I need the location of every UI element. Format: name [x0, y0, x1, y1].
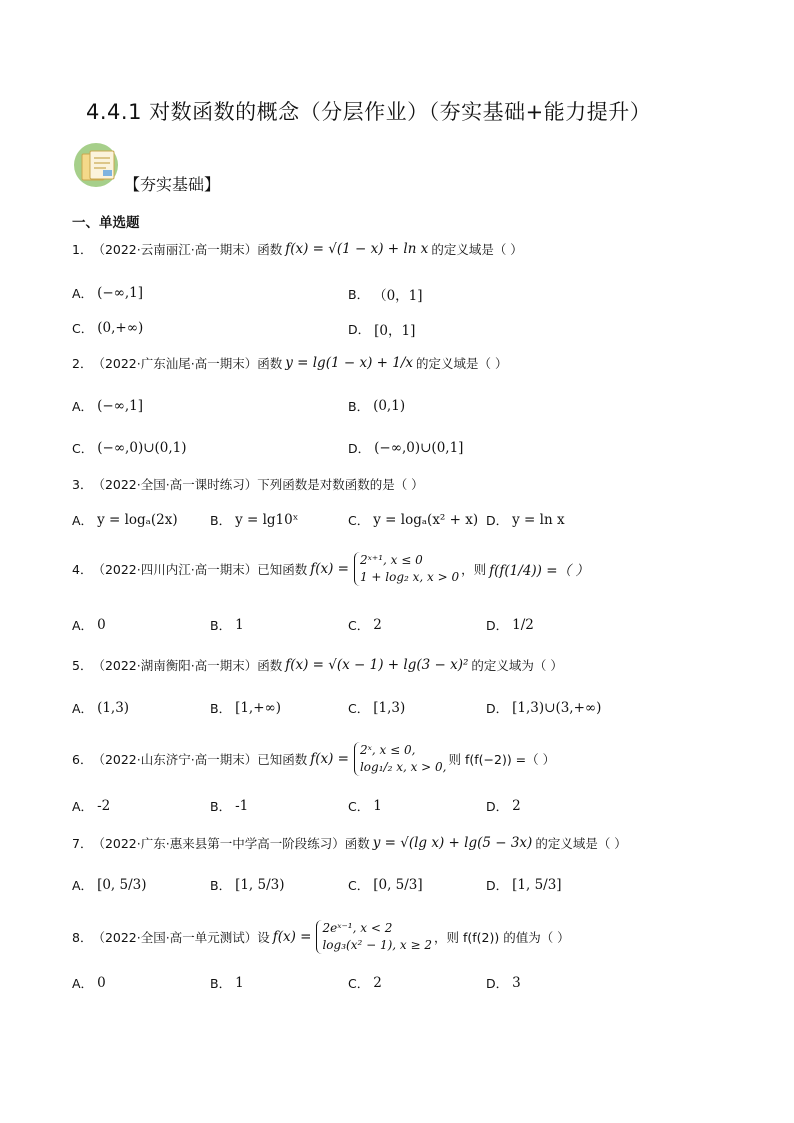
question-suffix: 则 f(f(−2)) =（ ） [448, 751, 556, 767]
piece-1: 2ˣ, x ≤ 0, [359, 743, 416, 757]
option-a: A． (−∞,1] [72, 398, 144, 414]
question-source: （2022·全国·高一课时练习）下列函数是对数函数的是（ ） [92, 477, 424, 492]
question-suffix: 的定义域是（ ） [415, 356, 508, 371]
question-1 [72, 240, 523, 258]
piece-2: log₃(x² − 1), x ≥ 2 [322, 937, 432, 952]
question-expression: f(x) = [310, 560, 349, 577]
piece-1: 2eˣ⁻¹, x < 2 [322, 921, 393, 935]
option-c: C． y = logₐ(x² + x) [348, 512, 479, 528]
option-d: D． 2 [486, 798, 521, 814]
option-d: D． [1,3)∪(3,+∞) [486, 700, 602, 716]
question-number: 3． [72, 477, 93, 492]
question-source: （2022·四川内江·高一期末）已知函数 [92, 561, 308, 577]
option-c: C． 2 [348, 617, 382, 633]
question-suffix: 的定义域是（ ） [535, 836, 627, 851]
question-7 [72, 834, 627, 852]
question-source: （2022·全国·高一单元测试）设 [92, 929, 270, 945]
option-c: C． (0,+∞) [72, 320, 144, 336]
question-source: （2022·广东·惠来县第一中学高一阶段练习）函数 [92, 836, 370, 851]
question-suffix: ，则 [461, 561, 487, 577]
question-tail: f(f(1/4)) =（ ） [489, 562, 589, 579]
question-number: 2． [72, 356, 93, 371]
question-expression: y = lg(1 − x) + 1/x [285, 355, 413, 371]
section-heading: 一、单选题 [72, 215, 140, 231]
piecewise-brace [354, 552, 459, 586]
option-d: D． [0，1] [348, 322, 416, 339]
option-a: A． y = logₐ(2x) [72, 512, 178, 528]
question-number: 1． [72, 242, 93, 257]
option-a: A． 0 [72, 975, 106, 991]
question-4 [72, 552, 592, 586]
question-number: 5． [72, 658, 93, 673]
question-expression: f(x) = [272, 928, 312, 945]
option-c: C． [0, 5/3] [348, 877, 423, 893]
question-number: 4． [72, 561, 93, 577]
page-title: 4.4.1 对数函数的概念（分层作业）（夯实基础+能力提升） [86, 100, 652, 124]
question-source: （2022·云南丽江·高一期末）函数 [92, 242, 283, 257]
option-d: D． [1, 5/3] [486, 877, 562, 893]
question-suffix: 的定义域为（ ） [471, 658, 563, 673]
question-expression: y = √(lg x) + lg(5 − 3x) [372, 835, 533, 851]
option-b: B． y = lg10ˣ [210, 512, 299, 528]
question-source: （2022·湖南衡阳·高一期末）函数 [92, 658, 283, 673]
piece-2: 1 + log₂ x, x > 0 [359, 569, 460, 584]
question-number: 7． [72, 836, 93, 851]
option-a: A． -2 [72, 798, 111, 814]
piece-2: log₁/₂ x, x > 0, [359, 759, 447, 774]
section-label: 【夯实基础】 [124, 175, 221, 194]
question-suffix: ，则 f(f(2)) 的值为（ ） [434, 929, 570, 945]
option-b: B． [1,+∞) [210, 700, 282, 716]
option-d: D． 3 [486, 975, 521, 991]
piecewise-brace [316, 920, 432, 954]
question-expression: f(x) = [310, 750, 349, 767]
question-expression: f(x) = √(1 − x) + ln x [285, 241, 429, 257]
question-2 [72, 354, 507, 372]
question-source: （2022·山东济宁·高一期末）已知函数 [92, 751, 308, 767]
question-suffix: 的定义域是（ ） [431, 242, 523, 257]
option-c: C． 1 [348, 798, 382, 814]
question-source: （2022·广东汕尾·高一期末）函数 [92, 356, 283, 371]
option-a: A． 0 [72, 617, 106, 633]
question-5 [72, 656, 563, 674]
question-expression: f(x) = √(x − 1) + lg(3 − x)² [285, 657, 469, 673]
option-b: B． [1, 5/3) [210, 877, 285, 893]
question-6 [72, 742, 555, 776]
question-3 [72, 475, 424, 493]
option-c: C． 2 [348, 975, 382, 991]
option-b: B． (0,1) [348, 398, 406, 414]
option-d: D． 1/2 [486, 617, 534, 633]
question-number: 6． [72, 751, 93, 767]
option-b: B． （0，1] [348, 287, 423, 304]
question-8 [72, 920, 570, 954]
option-d: D． (−∞,0)∪(0,1] [348, 440, 464, 456]
option-b: B． 1 [210, 617, 244, 633]
option-a: A． (−∞,1] [72, 285, 144, 301]
option-a: A． (1,3) [72, 700, 130, 716]
book-icon [72, 142, 122, 188]
option-a: A． [0, 5/3) [72, 877, 147, 893]
piecewise-brace [354, 742, 447, 776]
piece-1: 2ˣ⁺¹, x ≤ 0 [359, 553, 423, 567]
question-number: 8． [72, 929, 93, 945]
option-c: C． (−∞,0)∪(0,1) [72, 440, 187, 456]
option-b: B． 1 [210, 975, 244, 991]
option-b: B． -1 [210, 798, 249, 814]
option-d: D． y = ln x [486, 512, 565, 528]
option-c: C． [1,3) [348, 700, 406, 716]
